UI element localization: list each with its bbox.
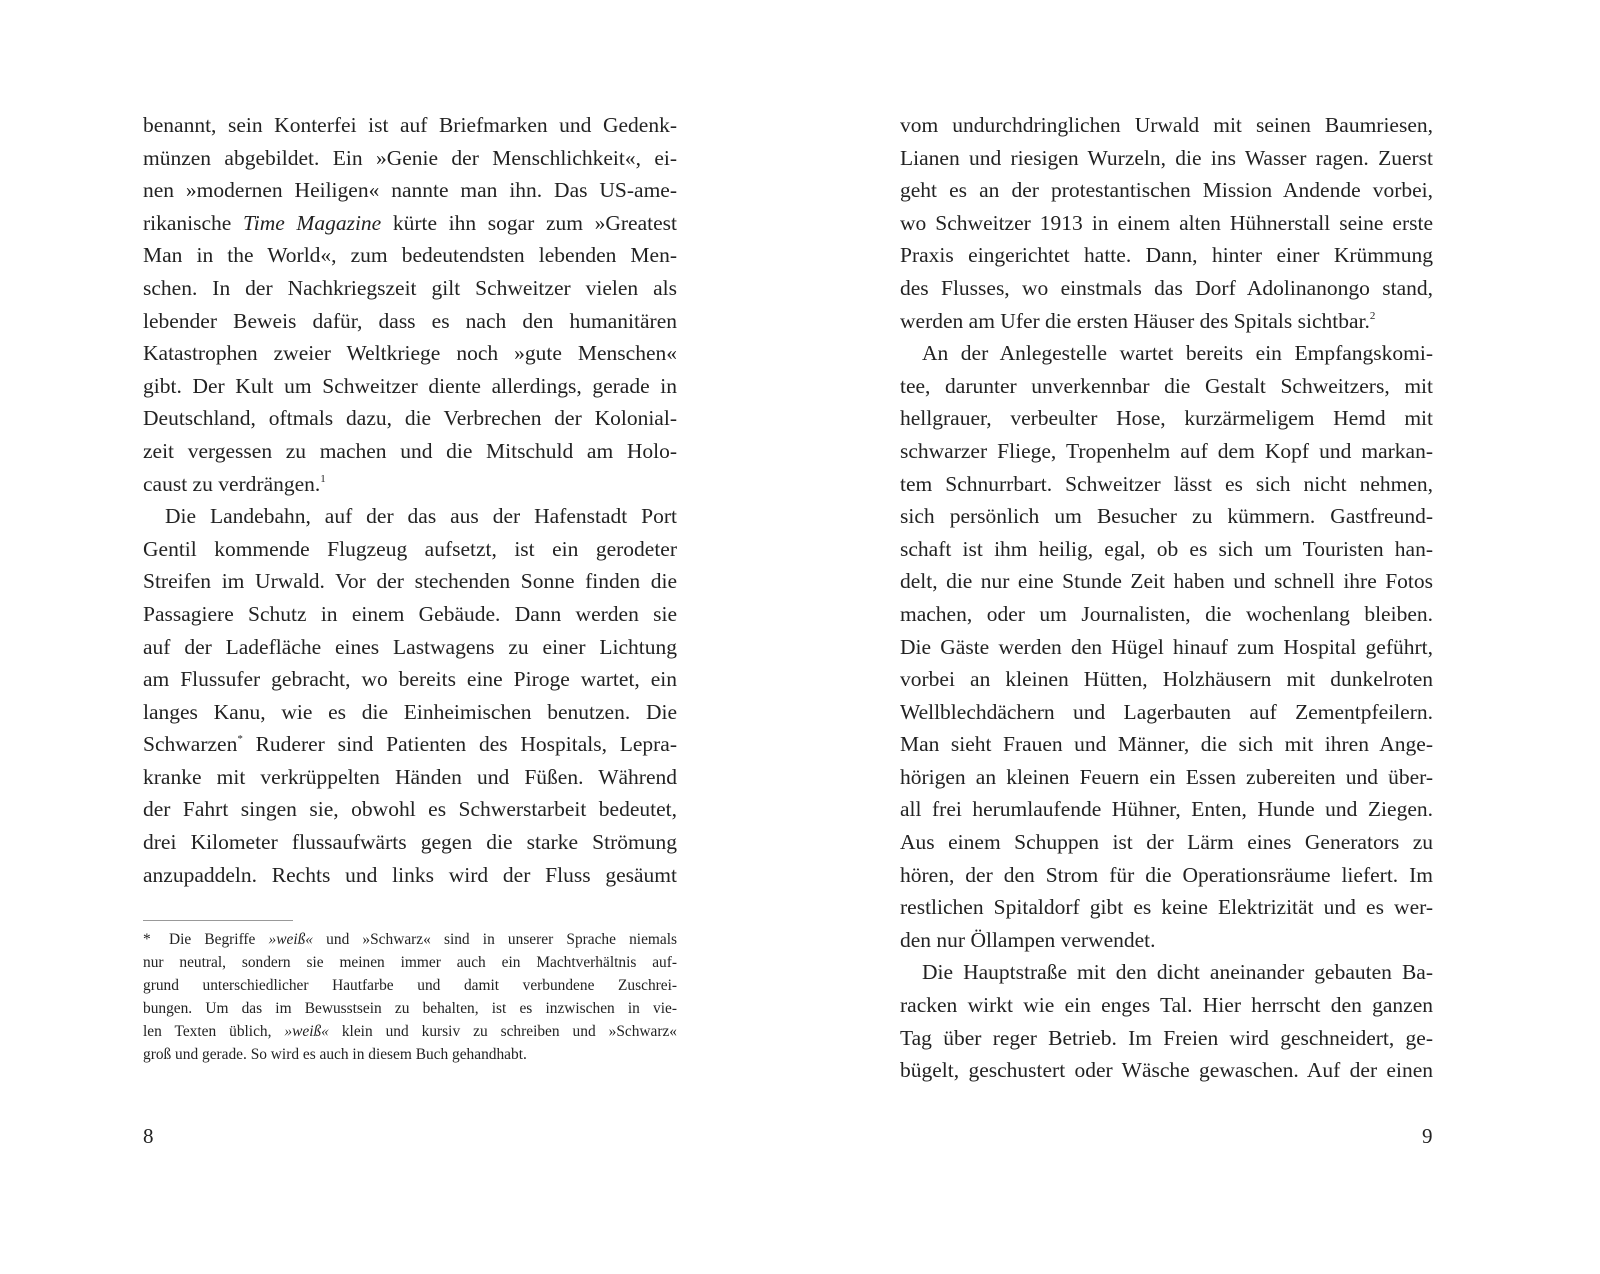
italic-term: »weiß« xyxy=(268,931,314,948)
footnote-line: groß und gerade. So wird es auch in diesem Buch gehandhabt. xyxy=(143,1046,527,1063)
text-run: rikanische xyxy=(143,210,243,235)
text-line: tee, darunter unverkennbar die Gestalt Schweitzers, mit xyxy=(900,373,1433,398)
page-number-right: 9 xyxy=(1422,1124,1433,1148)
text-line: Man sieht Frauen und Männer, die sich mit ihren Ange- xyxy=(900,732,1433,757)
text-line: münzen abgebildet. Ein »Genie der Menschlichkeit«, ei- xyxy=(143,145,677,170)
text-line: Passagiere Schutz in einem Gebäude. Dann werden sie xyxy=(143,601,677,626)
footnote-marker: * xyxy=(143,931,151,948)
text-line: geht es an der protestantischen Mission Andende vorbei, xyxy=(900,178,1433,203)
text-line: An der Anlegestelle wartet bereits ein Empfangskomi- xyxy=(922,341,1433,366)
text-line: Die Landebahn, auf der das aus der Hafenstadt Port xyxy=(165,504,677,529)
text-line: sich persönlich um Besucher zu kümmern. Gastfreund- xyxy=(900,504,1433,529)
text-line: Deutschland, oftmals dazu, die Verbrechen der Kolonial- xyxy=(143,406,677,431)
text-line: delt, die nur eine Stunde Zeit haben und schnell ihre Fotos xyxy=(900,569,1433,594)
footnote-line xyxy=(143,1020,677,1043)
text-line: vorbei an kleinen Hütten, Holzhäusern mit dunkelroten xyxy=(900,667,1433,692)
text-line xyxy=(143,468,677,501)
text-line: Die Gäste werden den Hügel hinauf zum Hospital geführt, xyxy=(900,634,1433,659)
text-line: drei Kilometer flussaufwärts gegen die starke Strömung xyxy=(143,830,677,855)
italic-term: »weiß« xyxy=(284,1023,329,1040)
footnote-line xyxy=(143,928,677,951)
text-run: kürte ihn sogar zum »Greatest xyxy=(381,210,677,235)
text-line: bügelt, geschustert oder Wäsche gewaschen. Auf der einen xyxy=(900,1058,1433,1083)
right-page xyxy=(800,0,1600,1274)
text-line: schaft ist ihm heilig, egal, ob es sich um Touristen han- xyxy=(900,536,1433,561)
magazine-title: Time Magazine xyxy=(242,210,382,235)
text-line: restlichen Spitaldorf gibt es keine Elektrizität und es wer- xyxy=(900,895,1433,920)
text-line: Gentil kommende Flugzeug aufsetzt, ist ein gerodeter xyxy=(143,536,677,561)
text-run: und »Schwarz« sind in unserer Sprache niemals xyxy=(313,931,677,948)
text-line: hörigen an kleinen Feuern ein Essen zubereiten und über- xyxy=(900,764,1433,789)
text-line: den nur Öllampen verwendet. xyxy=(900,927,1156,952)
footnote-ref-1: 1 xyxy=(320,472,326,485)
footnote-ref-star: * xyxy=(237,733,243,746)
footnote xyxy=(143,928,677,1066)
text-line: Praxis eingerichtet hatte. Dann, hinter einer Krümmung xyxy=(900,243,1433,268)
text-line xyxy=(900,305,1433,338)
footnote-line: bungen. Um das im Bewusstsein zu behalten, ist es inzwischen in vie- xyxy=(143,1000,677,1017)
text-run: klein und kursiv zu schreiben und »Schwarz« xyxy=(328,1023,677,1040)
page-number-left: 8 xyxy=(143,1124,154,1148)
text-line: nen »modernen Heiligen« nannte man ihn. Das US-ame- xyxy=(143,178,677,203)
text-line: langes Kanu, wie es die Einheimischen benutzen. Die xyxy=(143,699,677,724)
text-line: hellgrauer, verbeulter Hose, kurzärmeligem Hemd mit xyxy=(900,406,1433,431)
text-line: benannt, sein Konterfei ist auf Briefmarken und Gedenk- xyxy=(143,113,677,137)
text-line: Man in the World«, zum bedeutendsten lebenden Men- xyxy=(143,243,677,268)
text-line: Lianen und riesigen Wurzeln, die ins Wasser ragen. Zuerst xyxy=(900,145,1433,170)
text-line: vom undurchdringlichen Urwald mit seinen Baumriesen, xyxy=(900,113,1433,137)
text-line: schwarzer Fliege, Tropenhelm auf dem Kopf und markan- xyxy=(900,438,1433,463)
text-line: am Flussufer gebracht, wo bereits eine Piroge wartet, ein xyxy=(143,667,677,692)
footnote-line: nur neutral, sondern sie meinen immer auch ein Machtverhältnis auf- xyxy=(143,954,677,971)
text-line: Aus einem Schuppen ist der Lärm eines Generators zu xyxy=(900,830,1433,855)
footnote-divider xyxy=(143,920,293,921)
text-run: caust zu verdrängen. xyxy=(143,471,321,496)
text-line: kranke mit verkrüppelten Händen und Füßen. Während xyxy=(143,764,677,789)
text-line: Die Hauptstraße mit den dicht aneinander gebauten Ba- xyxy=(922,960,1433,985)
text-line: hören, der den Strom für die Operationsräume liefert. Im xyxy=(900,862,1433,887)
text-run: len Texten üblich, xyxy=(143,1023,285,1040)
text-line: schen. In der Nachkriegszeit gilt Schweitzer vielen als xyxy=(143,275,677,300)
text-line: machen, oder um Journalisten, die wochenlang bleiben. xyxy=(900,601,1433,626)
right-body-text xyxy=(900,109,1433,1087)
text-line: Katastrophen zweier Weltkriege noch »gute Menschen« xyxy=(143,341,677,366)
footnote-ref-2: 2 xyxy=(1369,309,1376,322)
text-run: Die Begriffe xyxy=(169,931,269,948)
text-line: Streifen im Urwald. Vor der stechenden Sonne finden die xyxy=(143,569,677,594)
text-run: Ruderer sind Patienten des Hospitals, Lepra- xyxy=(242,732,677,757)
text-line: Wellblechdächern und Lagerbauten auf Zementpfeilern. xyxy=(900,699,1433,724)
text-line: wo Schweitzer 1913 in einem alten Hühnerstall seine erste xyxy=(900,210,1433,235)
text-run: Schwarzen xyxy=(143,732,238,757)
text-line: all frei herumlaufende Hühner, Enten, Hunde und Ziegen. xyxy=(900,797,1433,822)
text-line: zeit vergessen zu machen und die Mitschuld am Holo- xyxy=(143,438,677,463)
left-body-text xyxy=(143,109,677,891)
text-line xyxy=(143,207,677,240)
text-run: werden am Ufer die ersten Häuser des Spitals sichtbar. xyxy=(900,308,1370,333)
text-line: auf der Ladefläche eines Lastwagens zu einer Lichtung xyxy=(143,634,677,659)
text-line: racken wirkt wie ein enges Tal. Hier herrscht den ganzen xyxy=(900,993,1433,1018)
text-line: des Flusses, wo einstmals das Dorf Adolinanongo stand, xyxy=(900,275,1433,300)
text-line: anzupaddeln. Rechts und links wird der Fluss gesäumt xyxy=(143,862,677,887)
text-line xyxy=(143,728,677,761)
text-line: tem Schnurrbart. Schweitzer lässt es sich nicht nehmen, xyxy=(900,471,1433,496)
text-line: der Fahrt singen sie, obwohl es Schwerstarbeit bedeutet, xyxy=(143,797,677,822)
text-line: lebender Beweis dafür, dass es nach den humanitären xyxy=(143,308,677,333)
footnote-line: grund unterschiedlicher Hautfarbe und damit verbundene Zuschrei- xyxy=(143,977,677,994)
text-line: gibt. Der Kult um Schweitzer diente allerdings, gerade in xyxy=(143,373,677,398)
text-line: Tag über reger Betrieb. Im Freien wird geschneidert, ge- xyxy=(900,1025,1433,1050)
